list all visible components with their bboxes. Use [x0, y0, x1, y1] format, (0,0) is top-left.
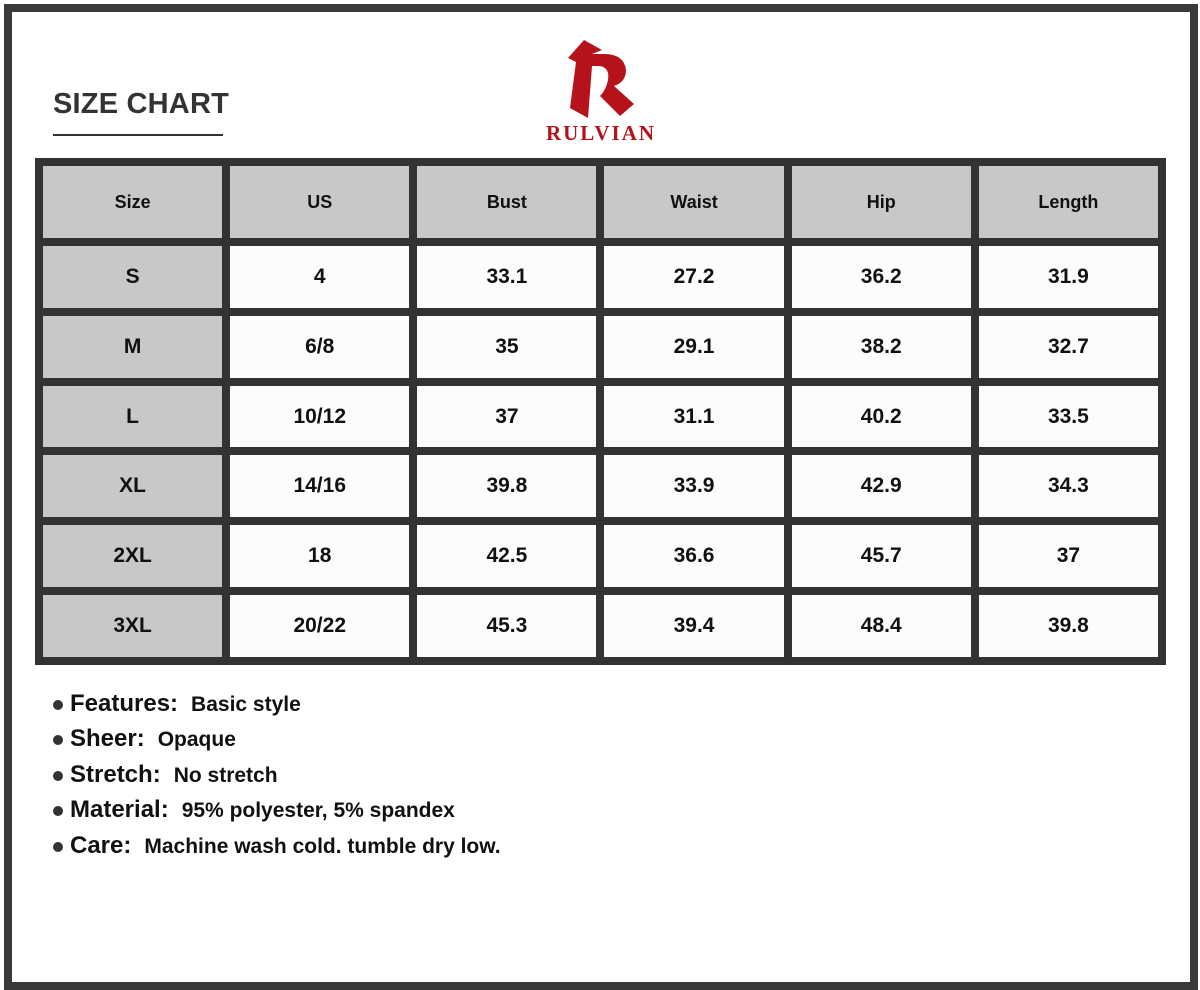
column-header-hip: Hip — [788, 162, 975, 242]
list-item — [52, 725, 501, 760]
length-cell: 32.7 — [975, 312, 1162, 382]
table-row — [39, 242, 1162, 312]
table-row — [39, 312, 1162, 382]
hip-cell: 40.2 — [788, 382, 975, 452]
bust-cell: 39.8 — [413, 451, 600, 521]
size-cell: L — [39, 382, 226, 452]
waist-cell: 33.9 — [600, 451, 787, 521]
size-cell: S — [39, 242, 226, 312]
us-cell: 6/8 — [226, 312, 413, 382]
table-row — [39, 521, 1162, 591]
bust-cell: 42.5 — [413, 521, 600, 591]
column-header-size: Size — [39, 162, 226, 242]
hip-cell: 36.2 — [788, 242, 975, 312]
hip-cell: 48.4 — [788, 591, 975, 661]
table-row — [39, 591, 1162, 661]
size-table — [35, 158, 1166, 665]
length-cell: 31.9 — [975, 242, 1162, 312]
table-row — [39, 382, 1162, 452]
length-cell: 39.8 — [975, 591, 1162, 661]
title-underline — [53, 134, 223, 136]
bullet-icon — [53, 771, 63, 781]
column-header-us: US — [226, 162, 413, 242]
size-cell: XL — [39, 451, 226, 521]
feature-label: Features: — [70, 690, 179, 717]
us-cell: 20/22 — [226, 591, 413, 661]
stretch-value: No stretch — [173, 763, 278, 787]
list-item — [52, 832, 501, 867]
list-item — [52, 690, 501, 725]
waist-cell: 29.1 — [600, 312, 787, 382]
material-label: Material: — [70, 796, 169, 824]
length-cell: 37 — [975, 521, 1162, 591]
waist-cell: 31.1 — [600, 382, 787, 452]
list-item — [52, 796, 501, 831]
bullet-icon — [53, 700, 63, 710]
bullet-icon — [53, 806, 63, 816]
hip-cell: 42.9 — [788, 451, 975, 521]
us-cell: 14/16 — [226, 451, 413, 521]
hip-cell: 38.2 — [788, 312, 975, 382]
brand-name: RULVIAN — [545, 121, 657, 145]
brand-logo — [530, 38, 672, 146]
brand-r-mark-icon — [564, 38, 638, 118]
column-header-waist: Waist — [600, 162, 787, 242]
bullet-icon — [53, 735, 63, 745]
hip-cell: 45.7 — [788, 521, 975, 591]
bust-cell: 45.3 — [413, 591, 600, 661]
table-row — [39, 451, 1162, 521]
page-title: SIZE CHART — [53, 88, 229, 120]
us-cell: 10/12 — [226, 382, 413, 452]
size-cell: 2XL — [39, 521, 226, 591]
sheer-label: Sheer: — [70, 725, 145, 753]
waist-cell: 27.2 — [600, 242, 787, 312]
list-item — [52, 761, 501, 796]
features-list — [52, 690, 501, 867]
bust-cell: 33.1 — [413, 242, 600, 312]
waist-cell: 39.4 — [600, 591, 787, 661]
stretch-label: Stretch: — [70, 760, 161, 788]
sheer-value: Opaque — [157, 728, 236, 752]
length-cell: 33.5 — [975, 382, 1162, 452]
column-header-bust: Bust — [413, 162, 600, 242]
material-value: 95% polyester, 5% spandex — [181, 799, 455, 823]
feature-value: Basic style — [191, 693, 301, 716]
us-cell: 4 — [226, 242, 413, 312]
table-header-row — [39, 162, 1162, 242]
size-cell: 3XL — [39, 591, 226, 661]
waist-cell: 36.6 — [600, 521, 787, 591]
length-cell: 34.3 — [975, 451, 1162, 521]
bust-cell: 37 — [413, 382, 600, 452]
care-label: Care: — [70, 831, 132, 859]
size-cell: M — [39, 312, 226, 382]
us-cell: 18 — [226, 521, 413, 591]
care-value: Machine wash cold. tumble dry low. — [144, 834, 501, 858]
bullet-icon — [53, 842, 63, 852]
column-header-length: Length — [975, 162, 1162, 242]
bust-cell: 35 — [413, 312, 600, 382]
